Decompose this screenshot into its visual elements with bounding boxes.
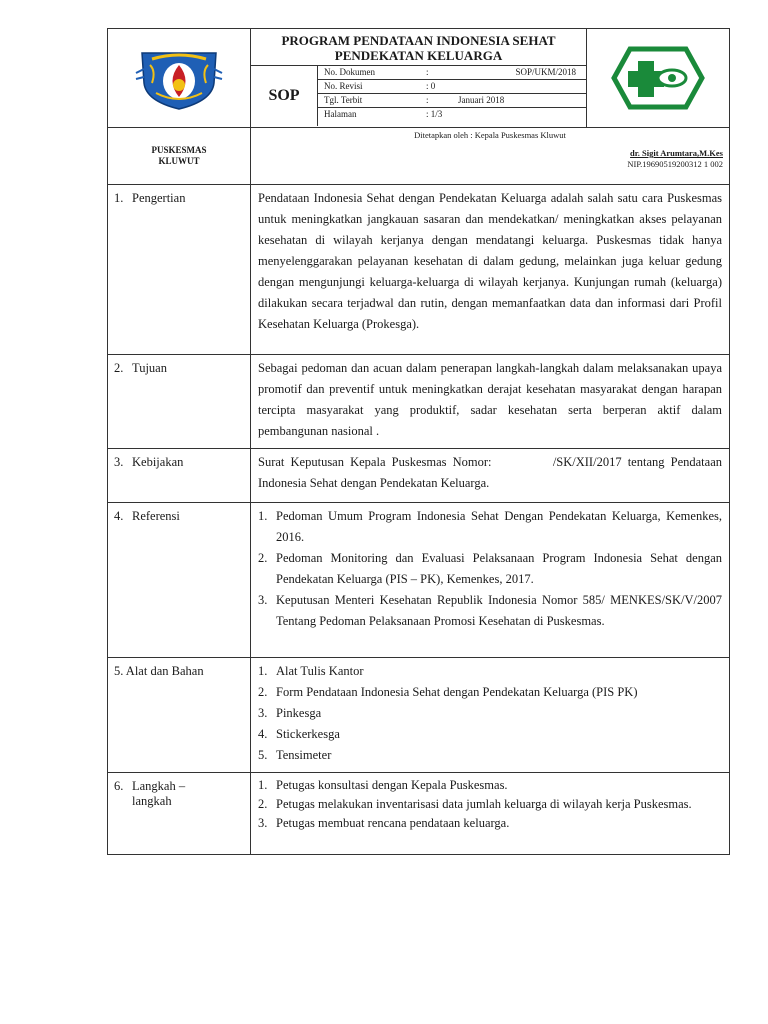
meta-row-halaman: Halaman : 1/3 [324, 109, 443, 119]
list-item: 1. Petugas konsultasi dengan Kepala Puskesmas. [258, 778, 508, 792]
section-langkah [108, 773, 730, 855]
regency-emblem-icon [134, 43, 224, 113]
right-logo-cell [587, 29, 730, 128]
list-item: 3. Petugas membuat rencana pendataan keluarga. [258, 816, 510, 830]
list-item: 3. Keputusan Menteri Kesehatan Republik Indonesia Nomor 585/ MENKES/SK/V/2007 Tentang Pedoman Pelaksanaan Promosi Kesehatan di Puskesmas. [258, 593, 722, 628]
signer-name: dr. Sigit Arumtara,M.Kes [630, 148, 723, 158]
section-text: Surat Keputusan Kepala Puskesmas Nomor: /SK/XII/2017 tentang Pendataan Indonesia Sehat dengan Pendekatan Keluarga. [251, 449, 730, 503]
document-title: PROGRAM PENDATAAN INDONESIA SEHAT PENDEKATAN KELUARGA [281, 33, 556, 63]
signer-block [627, 148, 723, 170]
section-tujuan [108, 355, 730, 449]
section-label: 4. Referensi [108, 503, 251, 658]
section-list [251, 658, 730, 773]
signer-nip: NIP.19690519200312 1 002 [627, 159, 723, 169]
section-list [251, 773, 730, 855]
meta-row-revisi: No. Revisi : 0 [318, 80, 586, 94]
section-kebijakan [108, 449, 730, 503]
list-item: 5. Tensimeter [258, 748, 332, 762]
section-text: Sebagai pedoman dan acuan dalam penerapan langkah-langkah dalam melaksanakan upaya promotif dan preventif untuk meningkatkan derajat kesehatan masyarakat dengan harapan tercipta masyarakat yang produktif, sadar kesehatan serta berperan aktif dalam pembangunan nasional . [251, 355, 730, 449]
list-item: 2. Pedoman Monitoring dan Evaluasi Pelaksanaan Program Indonesia Sehat dengan Pendekatan Keluarga (PIS – PK), Kemenkes, 2017. [258, 551, 722, 586]
sop-document [107, 28, 730, 855]
left-logo-cell [108, 29, 251, 128]
section-pengertian [108, 185, 730, 355]
section-list [251, 503, 730, 658]
list-item: 3. Pinkesga [258, 706, 322, 720]
sop-label: SOP [251, 66, 318, 127]
section-text: Pendataan Indonesia Sehat dengan Pendekatan Keluarga adalah salah satu cara Puskesmas untuk meningkatkan jangkauan sasaran dan mendekatkan/ meningkatkan akses pelayanan kesehatan di wilayah kerjanya dengan mendatangi keluarga. Puskesmas tidak hanya menyelenggarakan pelayanan kesehatan di dalam gedung, melainkan juga keluar gedung dengan mengunjungi keluarga-keluarga di wilayah kerjanya. Kunjungan rumah (keluarga) dilakukan secara terjadwal dan rutin, dengan memanfaatkan data dan informasi dari Profil Kesehatan Keluarga (Prokesga). [251, 185, 730, 355]
section-label: 6. Langkah – langkah [108, 773, 251, 855]
list-item: 4. Stickerkesga [258, 727, 340, 741]
puskesmas-name-cell: PUSKESMAS KLUWUT [108, 128, 251, 185]
section-label: 2. Tujuan [108, 355, 251, 449]
list-item: 1. Pedoman Umum Program Indonesia Sehat Dengan Pendekatan Keluarga, Kemenkes, 2016. [258, 509, 722, 544]
section-referensi [108, 503, 730, 658]
section-alat-bahan [108, 658, 730, 773]
list-item: 1. Alat Tulis Kantor [258, 664, 364, 678]
signature-cell [251, 128, 730, 185]
meta-row-terbit: Tgl. Terbit : Januari 2018 [318, 94, 586, 108]
ditetapkan-text: Ditetapkan oleh : Kepala Puskesmas Kluwut [414, 130, 566, 140]
sop-table [107, 28, 730, 855]
section-label: 5. Alat dan Bahan [108, 658, 251, 773]
section-label: 3. Kebijakan [108, 449, 251, 503]
title-meta-cell [251, 29, 587, 128]
puskesmas-logo-icon [610, 45, 706, 111]
list-item: 2. Petugas melakukan inventarisasi data jumlah keluarga di wilayah kerja Puskesmas. [258, 797, 692, 811]
document-meta [318, 66, 587, 127]
meta-row-dokumen: No. Dokumen : SOP/UKM/2018 [318, 66, 586, 80]
list-item: 2. Form Pendataan Indonesia Sehat dengan Pendekatan Keluarga (PIS PK) [258, 685, 638, 699]
section-label: 1. Pengertian [108, 185, 251, 355]
